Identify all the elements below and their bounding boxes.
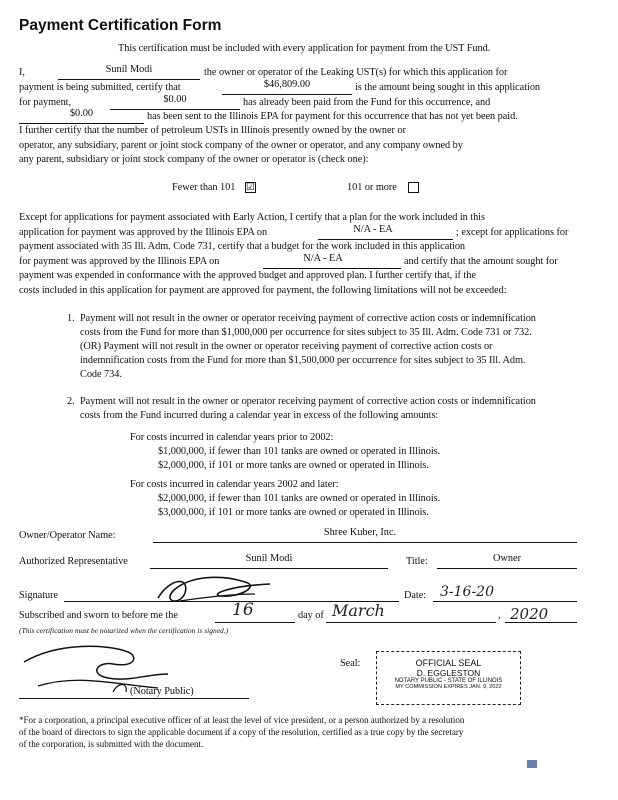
cert-line-6: operator, any subsidiary, parent or joint stock company of the owner or operator, and any company owned by <box>19 140 463 151</box>
item-1-number: 1. <box>67 313 75 324</box>
item-1-line-2: costs from the Fund for more than $1,000,000 per occurrence for sites subject to 35 Ill. Adm. Code 731 or 732. <box>80 327 532 338</box>
except-line-4-end: and certify that the amount sought for <box>404 256 558 267</box>
amount-sent-field[interactable]: $0.00 <box>69 108 94 119</box>
footnote-line-2: of the board of directors to sign the applicable document if a copy of the resolution, certified as a true copy by the secretary <box>19 727 464 737</box>
title-field[interactable]: Owner <box>492 553 522 564</box>
title-label: Title: <box>406 556 428 567</box>
later-2002-more: $3,000,000, if 101 or more tanks are owned or operated in Illinois. <box>158 507 429 518</box>
seal-line-4: MY COMMISSION EXPIRES JAN. 9, 2022 <box>395 684 502 690</box>
notary-public-label: (Notary Public) <box>130 686 194 697</box>
101-or-more-checkbox[interactable] <box>408 182 419 193</box>
scan-badge-icon <box>527 760 537 768</box>
owner-operator-label: Owner/Operator Name: <box>19 530 116 541</box>
except-line-6: costs included in this application for payment are approved for payment, the following limitations will not be exceeded: <box>19 285 507 296</box>
form-title: Payment Certification Form <box>19 17 222 34</box>
budget-approval-date-field[interactable]: N/A - EA <box>303 253 343 264</box>
official-seal <box>376 651 521 705</box>
seal-line-2: D. EGGLESTON <box>416 668 481 678</box>
except-line-1: Except for applications for payment associated with Early Action, I certify that a plan for the work included in this <box>19 212 485 223</box>
signature-label: Signature <box>19 590 59 601</box>
authorized-rep-label: Authorized Representative <box>19 556 128 567</box>
item-1-line-4: indemnification costs from the Fund for more than $1,500,000 per occurrence for sites subject to 35 Ill. Adm. <box>80 355 526 366</box>
sworn-month-field[interactable]: March <box>332 601 385 620</box>
cert-line-7: any parent, subsidiary or joint stock company of the owner or operator is (check one): <box>19 154 369 165</box>
item-2-line-1: Payment will not result in the owner or operator receiving payment of corrective action costs or indemnification <box>80 396 536 407</box>
amount-paid-field[interactable]: $0.00 <box>163 94 187 105</box>
except-line-4: for payment was approved by the Illinois EPA on <box>19 256 220 267</box>
later-2002-fewer: $2,000,000, if fewer than 101 tanks are owned or operated in Illinois. <box>158 493 441 504</box>
amount-sought-field[interactable]: $46,809.00 <box>263 79 311 90</box>
intro-text: This certification must be included with every application for payment from the UST Fund. <box>118 43 491 54</box>
cert-line-2-end: is the amount being sought in this application <box>355 82 541 93</box>
item-1-line-1: Payment will not result in the owner or operator receiving payment of corrective action costs or indemnification <box>80 313 536 324</box>
except-line-5: payment was expended in conformance with the approved budget and approved plan. I further certify that, if the <box>19 270 476 281</box>
plan-approval-date-field[interactable]: N/A - EA <box>353 224 393 235</box>
i-label: I, <box>19 67 25 78</box>
sworn-label: Subscribed and sworn to before me the <box>19 610 178 621</box>
seal-label: Seal: <box>340 658 361 669</box>
cert-line-5: I further certify that the number of petroleum USTs in Illinois presently owned by the owner or <box>19 125 406 136</box>
authorized-rep-field[interactable]: Sunil Modi <box>245 553 293 564</box>
seal-line-1: OFFICIAL SEAL <box>415 658 482 668</box>
footnote-line-1: *For a corporation, a principal executive officer of at least the level of vice president, or a person authorized by a resolution <box>19 715 465 725</box>
sworn-year-field[interactable]: 2020 <box>510 605 549 623</box>
notarize-note: (This certification must be notarized when the certification is signed.) <box>19 626 229 635</box>
sworn-day-field[interactable]: 16 <box>232 600 254 620</box>
fewer-than-101-checkbox[interactable]: ☑ <box>246 182 255 193</box>
footnote-line-3: of the corporation, is submitted with the document. <box>19 739 204 749</box>
cert-line-2: payment is being submitted, certify that <box>19 82 181 93</box>
prior-2002-fewer: $1,000,000, if fewer than 101 tanks are owned or operated in Illinois. <box>158 446 441 457</box>
cert-line-1: the owner or operator of the Leaking UST(s) for which this application for <box>204 67 508 78</box>
prior-2002-more: $2,000,000, if 101 or more tanks are owned or operated in Illinois. <box>158 460 429 471</box>
signature-scribble <box>150 568 280 608</box>
certifier-name-field[interactable]: Sunil Modi <box>105 64 153 75</box>
except-line-2: application for payment was approved by the Illinois EPA on <box>19 227 268 238</box>
day-of-label: day of <box>298 610 324 621</box>
except-line-3: payment associated with 35 Ill. Adm. Code 731, certify that a budget for the work included in this application <box>19 241 466 252</box>
cert-line-3: for payment, <box>19 97 72 108</box>
101-or-more-label: 101 or more <box>347 182 397 193</box>
seal-line-3: NOTARY PUBLIC - STATE OF ILLINOIS <box>394 678 503 684</box>
item-2-number: 2. <box>67 396 75 407</box>
item-2-line-2: costs from the Fund incurred during a calendar year in excess of the following amounts: <box>80 410 439 421</box>
except-line-2-end: ; except for applications for <box>456 227 569 238</box>
fewer-than-101-label: Fewer than 101 <box>172 182 236 193</box>
date-label: Date: <box>404 590 427 601</box>
cert-line-4: has been sent to the Illinois EPA for payment for this occurrence that has not yet been paid. <box>147 111 518 122</box>
item-1-line-5: Code 734. <box>80 369 122 380</box>
date-field[interactable]: 3-16-20 <box>440 584 494 600</box>
prior-2002-heading: For costs incurred in calendar years prior to 2002: <box>130 432 334 443</box>
cert-line-3-end: has already been paid from the Fund for this occurrence, and <box>243 97 491 108</box>
later-2002-heading: For costs incurred in calendar years 2002 and later: <box>130 479 339 490</box>
owner-operator-name-field[interactable]: Shree Kuber, Inc. <box>323 527 397 538</box>
item-1-line-3: (OR) Payment will not result in the owner or operator receiving payment of corrective action costs or <box>80 341 493 352</box>
